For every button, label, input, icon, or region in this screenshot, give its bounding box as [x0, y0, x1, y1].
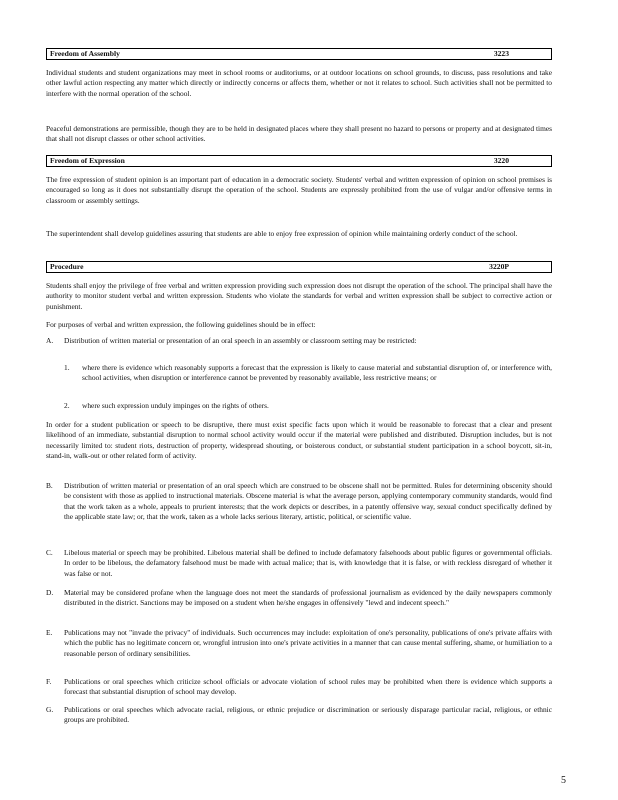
assembly-paragraph-1: Individual students and student organizations may meet in school rooms or auditoriums, or at outdoor locations on school grounds, to discuss, pass resolutions and take other lawful action respecting any matter which directly or indirectly concerns or affects them, whether or not it relates to school. Such activities shall not be permitted to interfere with the normal operation of the school. [46, 68, 552, 98]
section-code: 3220 [493, 155, 509, 165]
item-text: Distribution of written material or presentation of an oral speech which are construed to be obscene shall not be permitted. Rules for determining obscenity should be consistent with those as applied to instructional materials. Obscene material is what the average person, applying contemporary community standards, would find that the work taken as a whole, appeals to prurient interests; that the work depicts or describes, in a patently offensive way, sexual conduct specifically defined by the applicable state law; or, that the work, taken as a whole lacks serious literary, artistic, political, or scientific value. [64, 481, 552, 522]
guideline-item-e [46, 628, 552, 659]
page-number: 5 [561, 775, 566, 786]
guideline-item-d [46, 588, 552, 609]
expression-paragraph-2: The superintendent shall develop guidelines assuring that students are able to enjoy free expression of opinion while maintaining orderly conduct of the school. [46, 229, 518, 238]
subitem-label: 1. [64, 363, 70, 372]
item-text: Libelous material or speech may be prohibited. Libelous material shall be defined to include defamatory falsehoods about public figures or governmental officials. In order to be libelous, the defamatory falsehood must be made with actual malice; that is, with knowledge that it is false, or with reckless disregard of whether it was false or not. [64, 548, 552, 578]
item-label: D. [46, 588, 54, 597]
item-text: Publications may not "invade the privacy" of individuals. Such occurrences may include: exploitation of one's personality, publications of one's private affairs with which the public has no legitimate concern or, wrongful intrusion into one's private activities in a manner that can cause mental suffering, shame, or humiliation to a reasonable person of ordinary sensibilities. [64, 628, 552, 658]
section-code: 3223 [493, 48, 509, 58]
item-label: G. [46, 705, 54, 714]
subitem-label: 2. [64, 401, 70, 410]
item-label: C. [46, 548, 53, 557]
disruption-paragraph: In order for a student publication or speech to be disruptive, there must exist specific facts upon which it would be reasonable to forecast that a clear and present likelihood of an immediate, substantial disruption to normal school activity would occur if the material were published and distributed. Disruption includes, but is not necessarily limited to: student riots, destruction of property, widespread shouting, or boisterous conduct, or substantial student participation in a school boycott, sit-in, stand-in, walk-out or other related form of activity. [46, 420, 552, 461]
item-text: Publications or oral speeches which criticize school officials or advocate violation of school rules may be prohibited when there is evidence which supports a forecast that substantial disruption of school may develop. [64, 677, 552, 697]
item-text: Distribution of written material or presentation of an oral speech in an assembly or classroom setting may be restricted: [64, 336, 417, 345]
guideline-subitem-1 [64, 363, 552, 384]
subitem-text: where there is evidence which reasonably supports a forecast that the expression is likely to cause material and substantial disruption of, or interference with, school activities, when disruption or interference cannot be prevented by reasonably available, less restrictive means; or [82, 363, 552, 383]
expression-paragraph-1: The free expression of student opinion is an important part of education in a democratic society. Students' verbal and written expression of opinion on school premises is encouraged so long as it does not substantially disrupt the operation of the school. Students are expressly prohibited from the use of vulgar and/or offensive terms in classroom or assembly settings. [46, 175, 552, 205]
item-label: B. [46, 481, 53, 490]
section-code: 3220P [489, 261, 509, 271]
section-header-assembly [46, 48, 552, 60]
guideline-item-a [46, 336, 552, 346]
item-text: Material may be considered profane when the language does not meet the standards of professional journalism as evidenced by the daily newspapers commonly distributed in the district. Sanctions may be imposed on a student when he/she engages in offensively "lewd and indecent speech." [64, 588, 552, 608]
section-title: Freedom of Assembly [50, 48, 120, 58]
item-label: A. [46, 336, 54, 345]
item-text: Publications or oral speeches which advocate racial, religious, or ethnic prejudice or discrimination or seriously disparage particular racial, religious, or ethnic groups are prohibited. [64, 705, 552, 725]
procedure-purposes: For purposes of verbal and written expression, the following guidelines should be in effect: [46, 320, 316, 329]
subitem-text: where such expression unduly impinges on the rights of others. [82, 401, 269, 410]
procedure-intro: Students shall enjoy the privilege of free verbal and written expression providing such expression does not disrupt the operation of the school. The principal shall have the authority to monitor student verbal and written expression. Students who violate the standards for verbal and written expression shall be subject to corrective action or punishment. [46, 281, 552, 311]
guideline-item-b [46, 481, 552, 523]
guideline-item-g [46, 705, 552, 726]
item-label: E. [46, 628, 53, 637]
guideline-subitem-2 [64, 401, 552, 411]
assembly-paragraph-2: Peaceful demonstrations are permissible, though they are to be held in designated places where they shall present no hazard to persons or property and at designated times that shall not disrupt classes or other school activities. [46, 124, 552, 144]
guideline-item-f [46, 677, 552, 698]
guideline-item-c [46, 548, 552, 579]
section-header-expression [46, 155, 552, 167]
section-title: Freedom of Expression [50, 155, 125, 165]
section-header-procedure [46, 261, 552, 273]
section-title: Procedure [50, 261, 84, 271]
item-label: F. [46, 677, 52, 686]
